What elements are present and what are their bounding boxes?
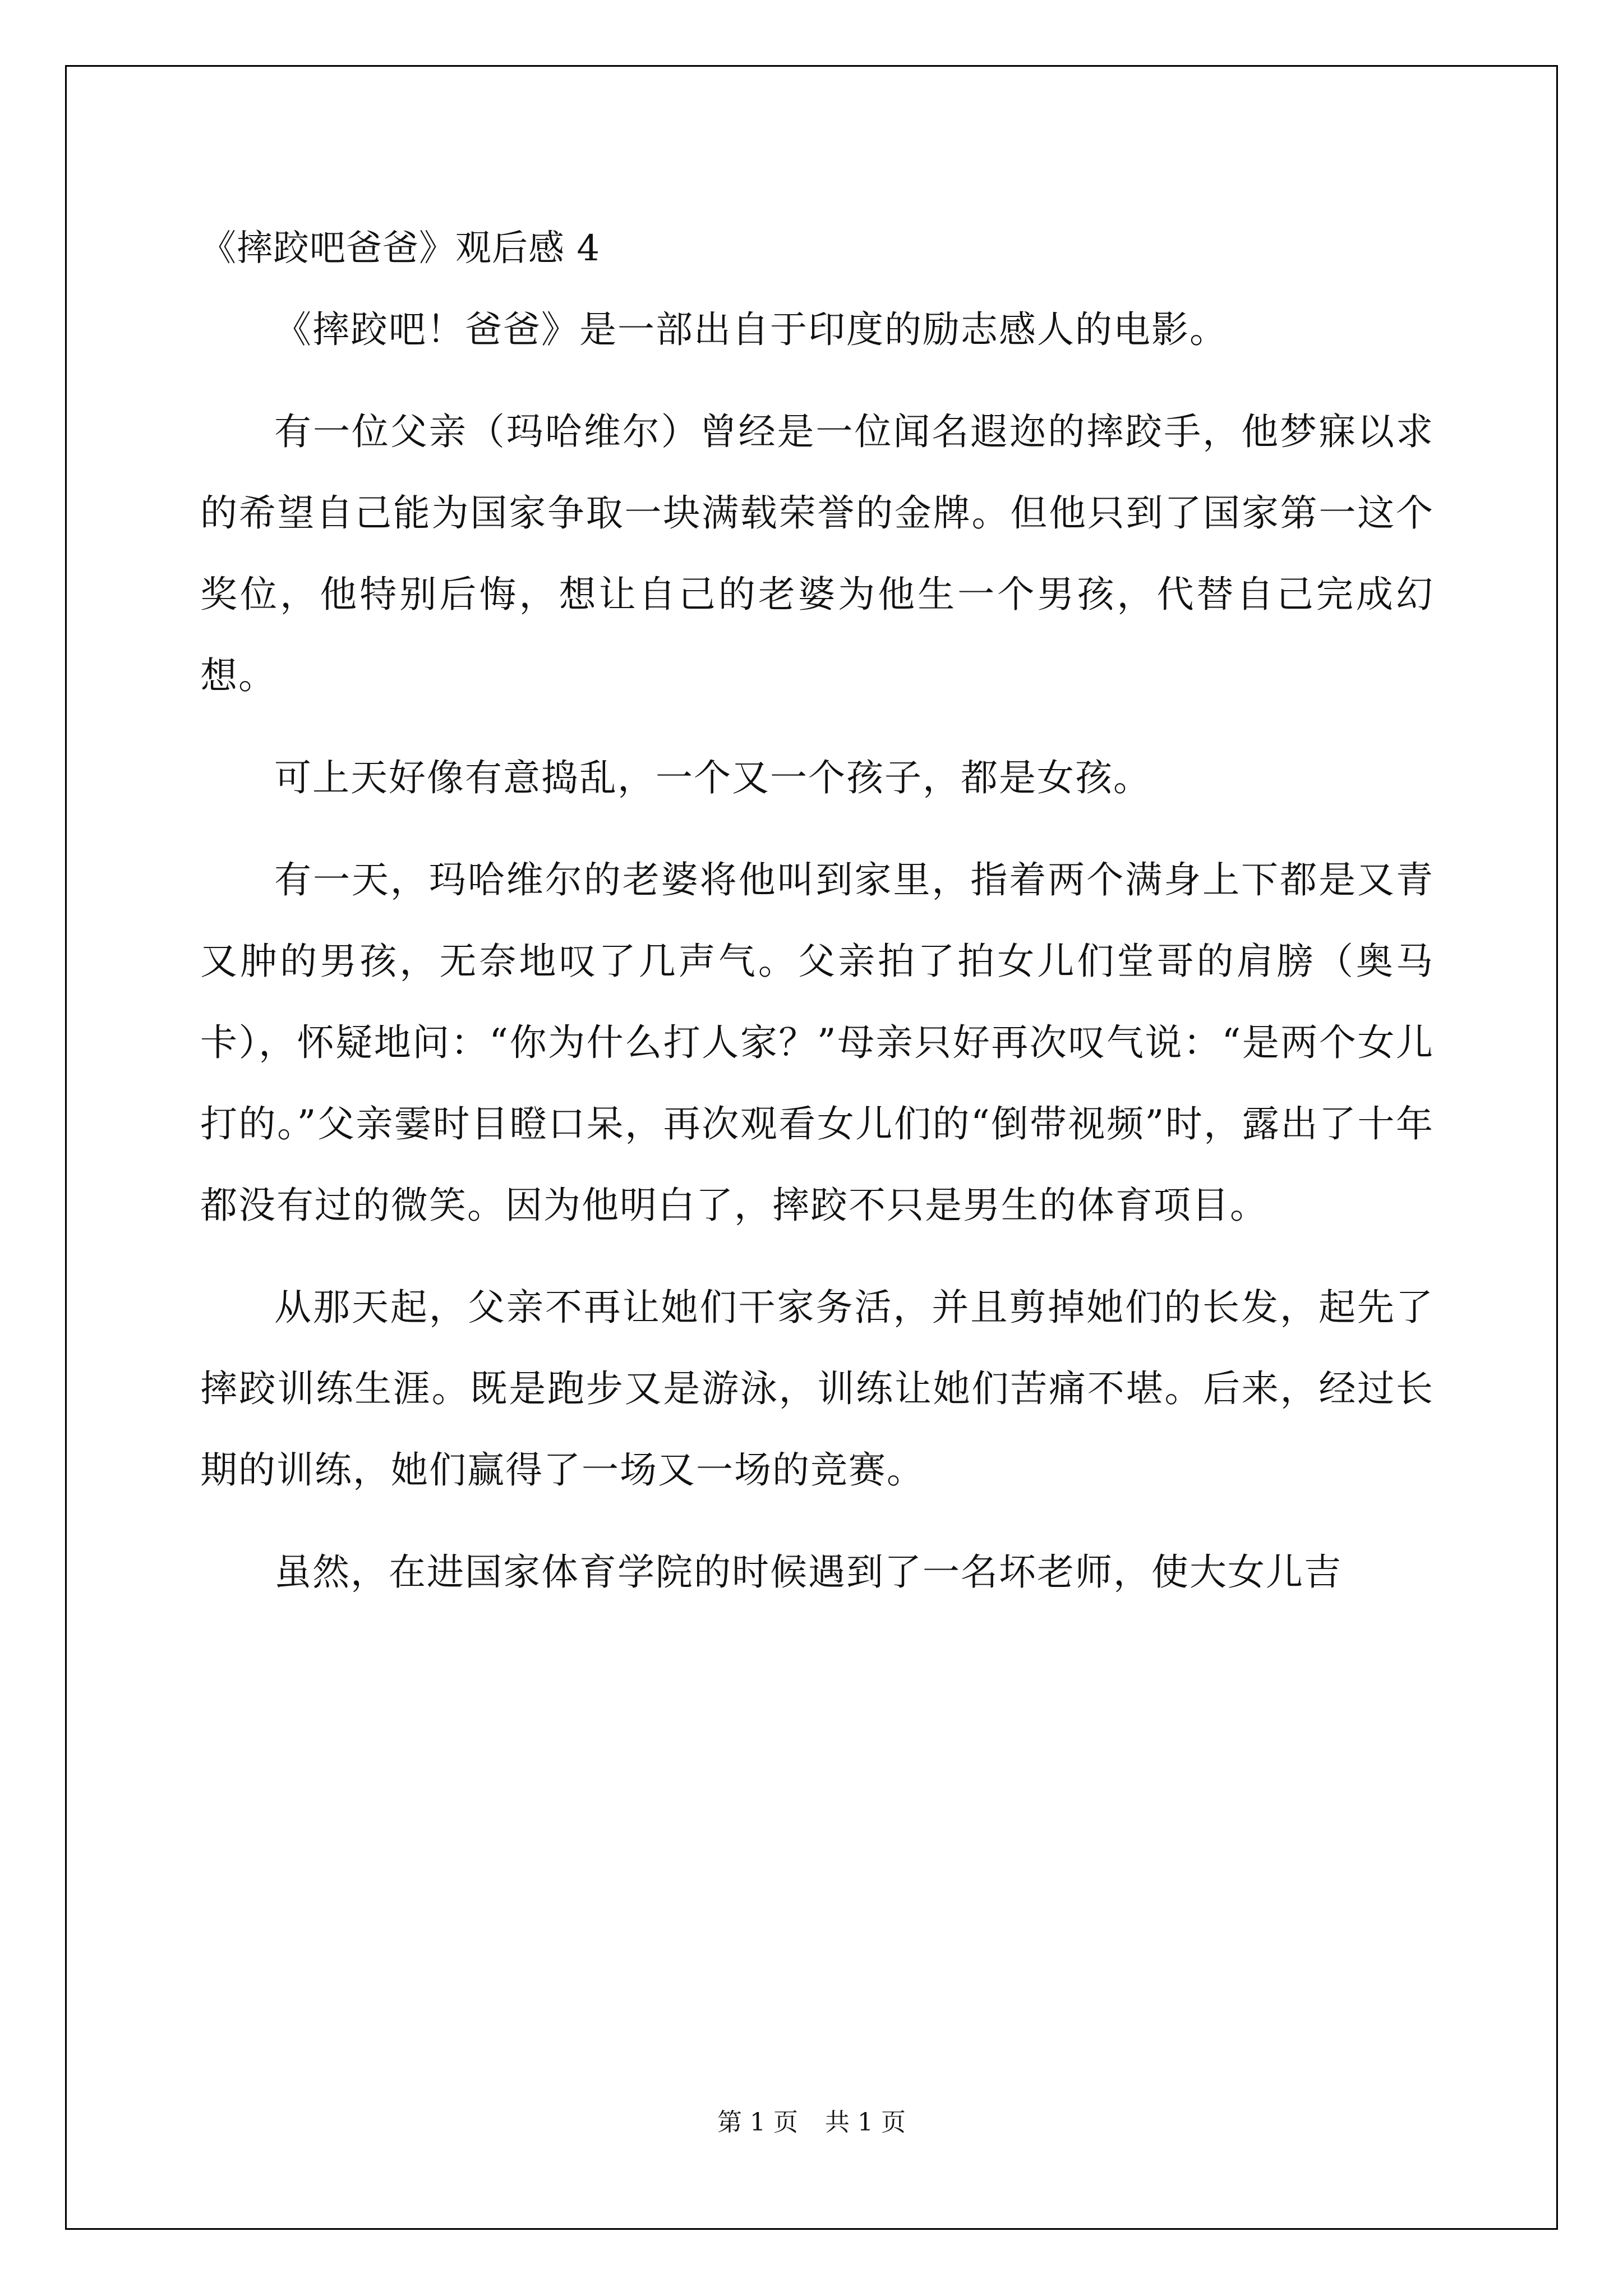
- paragraph: 可上天好像有意捣乱，一个又一个孩子，都是女孩。: [274, 756, 1151, 799]
- page-total: 共 1 页: [825, 2108, 906, 2137]
- page-number: 第 1 页: [717, 2108, 798, 2137]
- paragraph: 虽然，在进国家体育学院的时候遇到了一名坏老师，使大女儿吉: [274, 1550, 1342, 1594]
- paragraph: 有一位父亲（玛哈维尔）曾经是一位闻名遐迩的摔跤手，他梦寐以求的希望自己能为国家争取一块满载荣誉的金牌。但他只到了国家第一这个奖位，他特别后悔，想让自己的老婆为他生一个男孩，代替自己完成幻想。: [200, 410, 1434, 697]
- document-body: [200, 289, 1434, 1634]
- document-title: 《摔跤吧爸爸》观后感 4: [200, 228, 601, 269]
- paragraph: 《摔跤吧！爸爸》是一部出自于印度的励志感人的电影。: [274, 308, 1228, 351]
- paragraph: 有一天，玛哈维尔的老婆将他叫到家里，指着两个满身上下都是又青又肿的男孩，无奈地叹了几声气。父亲拍了拍女儿们堂哥的肩膀（奥马卡），怀疑地问：“你为什么打人家？”母亲只好再次叹气说：“是两个女儿打的。”父亲霎时目瞪口呆，再次观看女儿们的“倒带视频”时，露出了十年都没有过的微笑。因为他明白了，摔跤不只是男生的体育项目。: [200, 858, 1434, 1227]
- page-footer: [0, 2106, 1623, 2139]
- paragraph: 从那天起，父亲不再让她们干家务活，并且剪掉她们的长发，起先了摔跤训练生涯。既是跑步又是游泳，训练让她们苦痛不堪。后来，经过长期的训练，她们赢得了一场又一场的竞赛。: [200, 1286, 1434, 1492]
